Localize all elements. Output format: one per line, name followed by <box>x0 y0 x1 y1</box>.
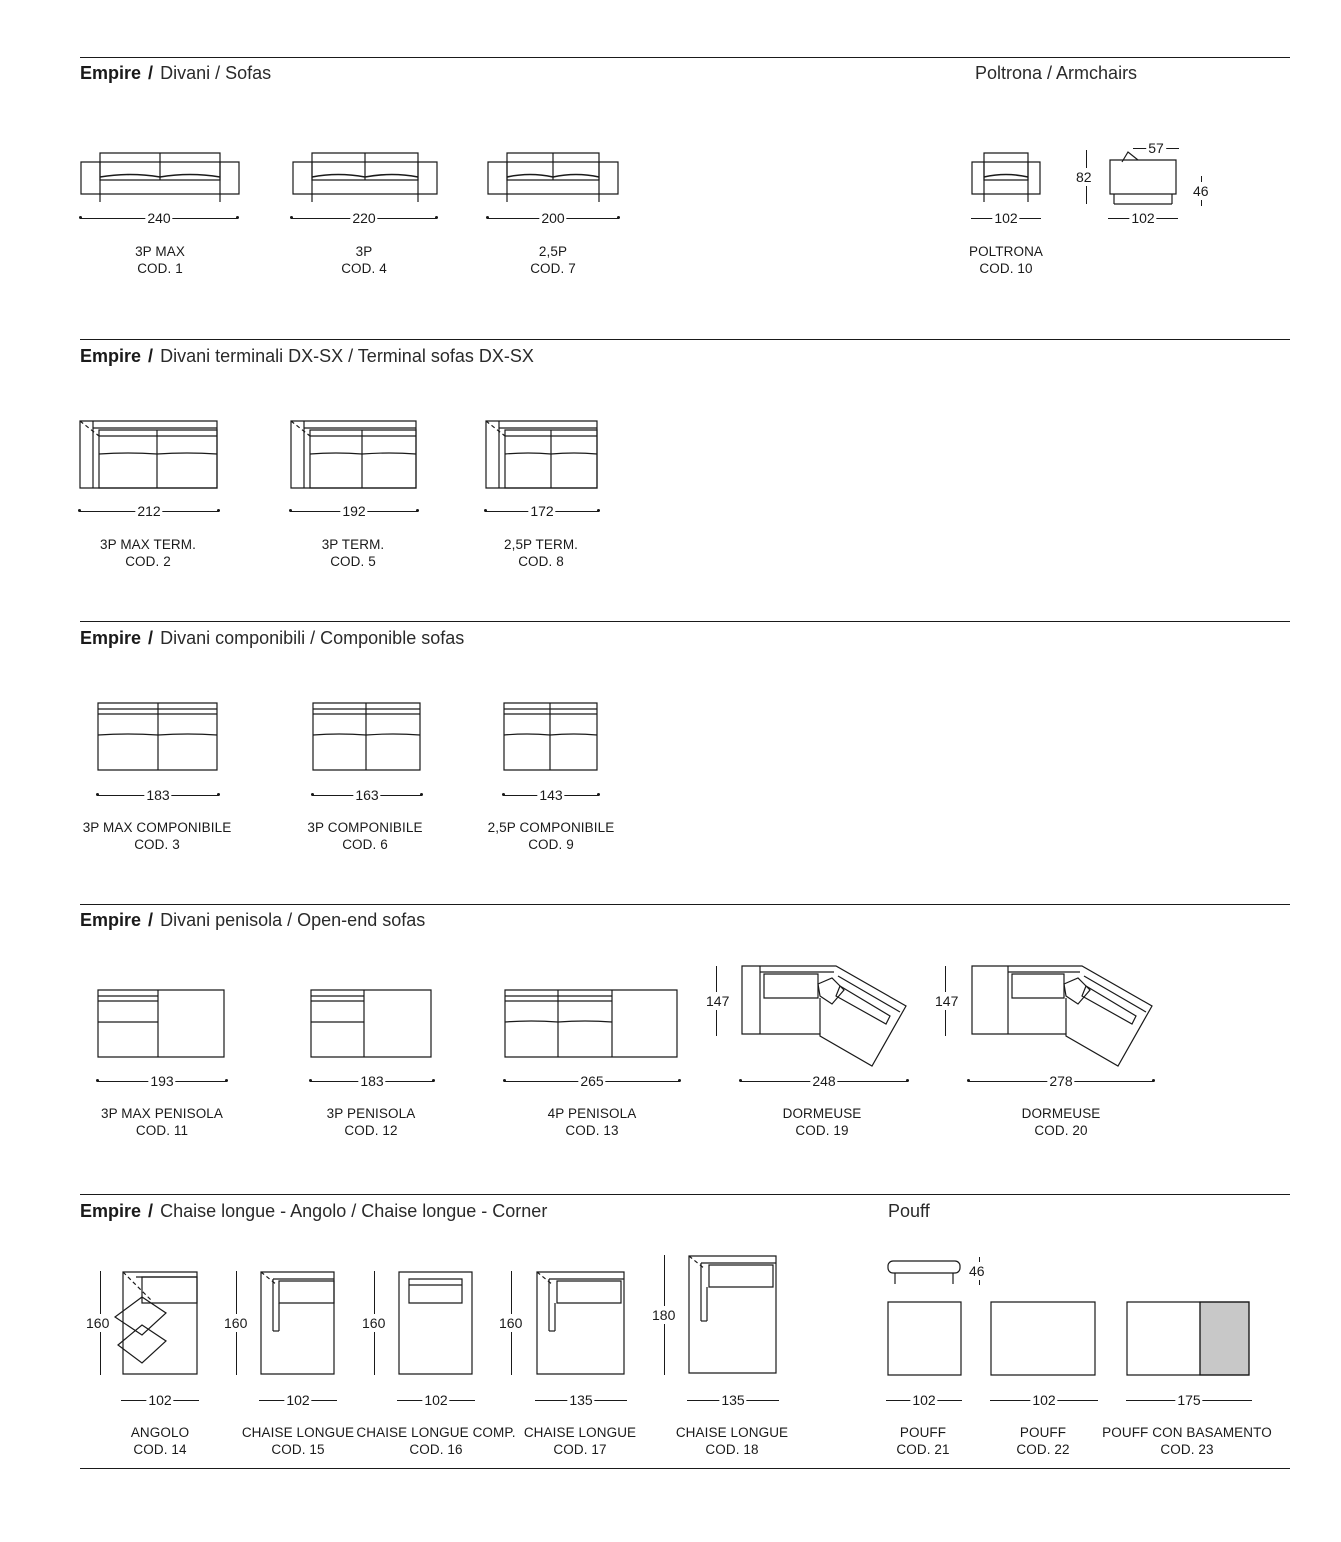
width-dimension <box>503 788 599 802</box>
width-value: 163 <box>355 787 379 803</box>
width-dimension <box>971 211 1041 225</box>
depth-dimension <box>686 966 730 1036</box>
item-code: COD. 22 <box>1016 1442 1070 1457</box>
section-subtitle: Chaise longue - Angolo / Chaise longue - Corner <box>160 1201 548 1221</box>
item-code: COD. 1 <box>137 261 183 276</box>
width-dimension <box>397 1393 475 1407</box>
item-code: COD. 3 <box>134 837 180 852</box>
pouff-heading: Pouff <box>888 1201 930 1221</box>
width-value: 200 <box>541 210 565 226</box>
terminal-sofa-drawing <box>79 420 219 490</box>
section-subtitle: Divani componibili / Componible sofas <box>160 628 465 648</box>
depth-dimension <box>344 1271 384 1375</box>
item-code: COD. 16 <box>409 1442 463 1457</box>
section-divider <box>80 904 1290 905</box>
item-name: 3P MAX PENISOLA <box>100 1106 224 1121</box>
width-value: 183 <box>360 1073 384 1089</box>
item-label <box>722 1105 922 1139</box>
width-dimension <box>97 788 219 802</box>
width-value: 102 <box>912 1392 936 1408</box>
width-value: 143 <box>539 787 563 803</box>
section-divider <box>80 1194 1290 1195</box>
item-name: 2,5P TERM. <box>503 537 579 552</box>
width-value: 278 <box>1049 1073 1073 1089</box>
depth-value: 160 <box>499 1315 523 1331</box>
depth-dimension <box>915 966 959 1036</box>
width-dimension <box>687 1393 779 1407</box>
item-label <box>62 1105 262 1139</box>
pouff-rect-drawing <box>990 1301 1098 1377</box>
sofa-front-drawing <box>487 150 619 206</box>
item-code: COD. 14 <box>133 1442 187 1457</box>
section-heading-terminal <box>80 345 534 367</box>
chaise-longue-drawing <box>259 1271 337 1377</box>
width-value: 193 <box>150 1073 174 1089</box>
item-label <box>632 1424 832 1458</box>
item-code: COD. 17 <box>553 1442 607 1457</box>
dormeuse-drawing <box>740 964 910 1070</box>
depth-value: 180 <box>652 1307 676 1323</box>
pouff-base-drawing <box>1126 1301 1252 1377</box>
item-name: POLTRONA <box>968 244 1044 259</box>
item-code: COD. 21 <box>896 1442 950 1457</box>
item-name: 4P PENISOLA <box>547 1106 637 1121</box>
width-dimension <box>312 788 422 802</box>
depth-value: 160 <box>224 1315 248 1331</box>
item-label <box>1087 1424 1287 1458</box>
width-dimension <box>1126 1393 1252 1407</box>
brand-name: Empire <box>80 1201 142 1221</box>
width-value: 212 <box>137 503 161 519</box>
pouff-square-drawing <box>887 1301 963 1377</box>
width-value: 102 <box>994 210 1018 226</box>
armchairs-heading: Poltrona / Armchairs <box>975 63 1138 83</box>
item-name: DORMEUSE <box>782 1106 862 1121</box>
item-code: COD. 23 <box>1160 1442 1214 1457</box>
item-name: CHAISE LONGUE COMP. <box>356 1425 516 1440</box>
width-dimension <box>504 1074 680 1088</box>
chaise-longue-drawing <box>687 1255 779 1375</box>
item-code: COD. 5 <box>330 554 376 569</box>
section-heading-chaise <box>80 1200 547 1222</box>
item-name: DORMEUSE <box>1021 1106 1101 1121</box>
heading-slash: / <box>148 63 154 83</box>
depth-value: 57 <box>1148 140 1164 156</box>
item-code: COD. 10 <box>979 261 1033 276</box>
penisola-sofa-drawing <box>310 989 434 1059</box>
penisola-sofa-drawing <box>504 989 680 1059</box>
height-dimension <box>1056 150 1096 204</box>
width-value: 102 <box>1032 1392 1056 1408</box>
width-value: 102 <box>286 1392 310 1408</box>
width-value: 102 <box>148 1392 172 1408</box>
depth-dimension <box>1133 141 1179 155</box>
width-dimension <box>990 1393 1098 1407</box>
width-value: 172 <box>530 503 554 519</box>
item-code: COD. 7 <box>530 261 576 276</box>
item-label <box>441 536 641 570</box>
chaise-longue-comp-drawing <box>397 1271 475 1377</box>
brand-name: Empire <box>80 910 142 930</box>
depth-value: 147 <box>935 993 959 1009</box>
item-code: COD. 8 <box>518 554 564 569</box>
depth-value: 160 <box>86 1315 110 1331</box>
sofa-front-drawing <box>292 150 438 206</box>
width-value: 102 <box>1131 210 1155 226</box>
heading-slash: / <box>148 628 154 648</box>
item-name: POUFF <box>899 1425 947 1440</box>
item-name: 3P COMPONIBILE <box>307 820 423 835</box>
penisola-sofa-drawing <box>97 989 227 1059</box>
width-dimension <box>740 1074 908 1088</box>
section-divider <box>80 339 1290 340</box>
item-label <box>265 819 465 853</box>
width-dimension <box>259 1393 337 1407</box>
section-subtitle: Divani terminali DX-SX / Terminal sofas DX-SX <box>160 346 534 366</box>
item-code: COD. 11 <box>135 1123 189 1138</box>
item-name: 2,5P COMPONIBILE <box>487 820 615 835</box>
brand-name: Empire <box>80 346 142 366</box>
section-heading-penisola <box>80 909 425 931</box>
componible-sofa-drawing <box>97 702 219 772</box>
width-value: 183 <box>146 787 170 803</box>
depth-dimension <box>634 1255 674 1375</box>
item-label <box>57 819 257 853</box>
section-divider <box>80 57 1290 58</box>
width-value: 248 <box>812 1073 836 1089</box>
width-value: 135 <box>721 1392 745 1408</box>
item-label <box>451 819 651 853</box>
width-value: 102 <box>424 1392 448 1408</box>
item-code: COD. 19 <box>795 1123 849 1138</box>
width-dimension <box>487 211 619 225</box>
heading-slash: / <box>148 346 154 366</box>
depth-dimension <box>206 1271 246 1375</box>
armchair-side-drawing <box>1108 148 1180 208</box>
width-dimension <box>485 504 599 518</box>
sofa-front-drawing <box>80 150 240 206</box>
width-dimension <box>1108 211 1178 225</box>
section-divider <box>80 1468 1290 1469</box>
width-dimension <box>121 1393 199 1407</box>
item-label <box>906 243 1106 277</box>
pouff-height-value: 46 <box>969 1263 985 1279</box>
item-name: CHAISE LONGUE <box>675 1425 789 1440</box>
width-value: 175 <box>1177 1392 1201 1408</box>
width-dimension <box>968 1074 1154 1088</box>
depth-dimension <box>481 1271 521 1375</box>
section-heading-componible <box>80 627 464 649</box>
heading-slash: / <box>148 910 154 930</box>
componible-sofa-drawing <box>312 702 422 772</box>
seat-height-value: 46 <box>1193 183 1209 199</box>
item-code: COD. 4 <box>341 261 387 276</box>
item-name: 3P <box>355 244 373 259</box>
item-name: ANGOLO <box>130 1425 190 1440</box>
item-name: 2,5P <box>538 244 568 259</box>
width-value: 135 <box>569 1392 593 1408</box>
seat-height-dimension <box>1171 176 1211 206</box>
item-name: POUFF <box>1019 1425 1067 1440</box>
item-code: COD. 13 <box>565 1123 619 1138</box>
item-name: 3P PENISOLA <box>326 1106 416 1121</box>
item-code: COD. 9 <box>528 837 574 852</box>
item-code: COD. 2 <box>125 554 171 569</box>
componible-sofa-drawing <box>503 702 599 772</box>
item-code: COD. 18 <box>705 1442 759 1457</box>
width-value: 192 <box>342 503 366 519</box>
item-name: 3P TERM. <box>321 537 385 552</box>
item-name: 3P MAX <box>135 244 185 259</box>
section-subtitle: Divani penisola / Open-end sofas <box>160 910 426 930</box>
width-dimension <box>310 1074 434 1088</box>
angolo-drawing <box>112 1271 200 1377</box>
item-label <box>961 1105 1161 1139</box>
dormeuse-drawing <box>970 964 1156 1070</box>
item-name: CHAISE LONGUE <box>523 1425 637 1440</box>
item-name: CHAISE LONGUE <box>241 1425 355 1440</box>
brand-name: Empire <box>80 628 142 648</box>
item-code: COD. 12 <box>344 1123 398 1138</box>
width-dimension <box>290 504 418 518</box>
width-dimension <box>886 1393 962 1407</box>
width-value: 265 <box>580 1073 604 1089</box>
item-label <box>48 536 248 570</box>
width-dimension <box>79 504 219 518</box>
width-dimension <box>97 1074 227 1088</box>
width-value: 220 <box>352 210 376 226</box>
depth-value: 147 <box>706 993 730 1009</box>
item-label <box>60 243 260 277</box>
item-code: COD. 20 <box>1034 1123 1088 1138</box>
item-label <box>264 243 464 277</box>
item-name: 3P MAX TERM. <box>100 537 196 552</box>
armchair-front-drawing <box>971 150 1041 206</box>
depth-dimension <box>70 1271 110 1375</box>
width-dimension <box>291 211 437 225</box>
width-dimension <box>535 1393 627 1407</box>
terminal-sofa-drawing <box>485 420 599 490</box>
heading-slash: / <box>148 1201 154 1221</box>
width-value: 240 <box>147 210 171 226</box>
section-subtitle: Divani / Sofas <box>160 63 272 83</box>
item-name: POUFF CON BASAMENTO <box>1102 1425 1272 1440</box>
item-label <box>492 1105 692 1139</box>
item-label <box>271 1105 471 1139</box>
width-dimension <box>80 211 238 225</box>
pouff-height-dimension <box>949 1257 989 1285</box>
brand-name: Empire <box>80 63 142 83</box>
item-label <box>253 536 453 570</box>
section-divider <box>80 621 1290 622</box>
section-heading-sofas <box>80 62 271 84</box>
item-label <box>453 243 653 277</box>
terminal-sofa-drawing <box>290 420 418 490</box>
item-code: COD. 15 <box>271 1442 325 1457</box>
height-value: 82 <box>1076 169 1092 185</box>
chaise-longue-drawing <box>535 1271 627 1377</box>
depth-value: 160 <box>362 1315 386 1331</box>
item-name: 3P MAX COMPONIBILE <box>82 820 232 835</box>
item-code: COD. 6 <box>342 837 388 852</box>
